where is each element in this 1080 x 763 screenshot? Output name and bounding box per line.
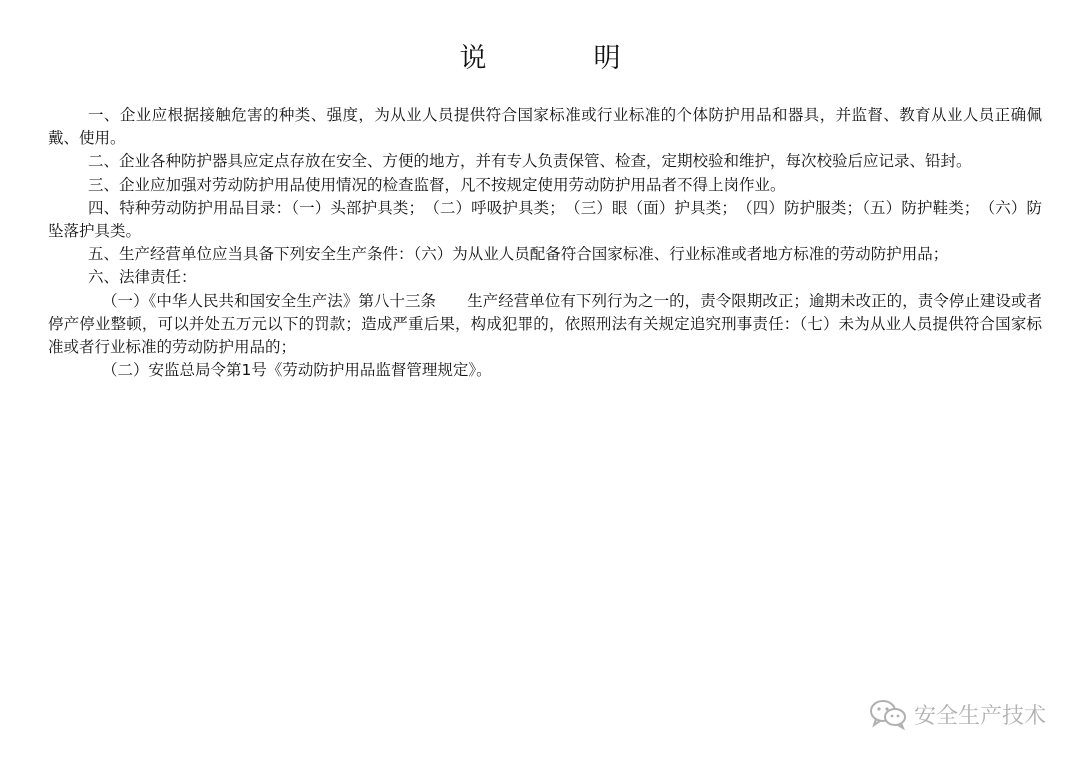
paragraph-3: 三、企业应加强对劳动防护用品使用情况的检查监督，凡不按规定使用劳动防护用品者不得上岗作业。 <box>88 175 786 194</box>
wechat-icon <box>868 698 908 730</box>
watermark-text: 安全生产技术 <box>913 703 1046 729</box>
paragraph-6: 六、法律责任： <box>88 268 197 287</box>
watermark <box>868 698 1046 730</box>
paragraph-7: （一）《中华人民共和国安全生产法》第八十三条 生产经营单位有下列行为之一的，责令限期改正；逾期未改正的，责令停止建设或者停产停业整顿，可以并处五万元以下的罚款；造成严重后果，构成犯罪的，依照刑法有关规定追究刑事责任：（七）未为从业人员提供符合国家标准或者行业标准的劳动防护用品的； <box>48 291 1042 357</box>
document-title: 说 明 <box>459 43 661 74</box>
paragraph-8: （二）安监总局令第1号《劳动防护用品监督管理规定》。 <box>102 361 492 380</box>
paragraph-2: 二、企业各种防护器具应定点存放在安全、方便的地方，并有专人负责保管、检查，定期校验和维护，每次校验后应记录、铅封。 <box>88 152 972 171</box>
paragraph-1: 一、企业应根据接触危害的种类、强度，为从业人员提供符合国家标准或行业标准的个体防护用品和器具，并监督、教育从业人员正确佩戴、使用。 <box>48 106 1042 148</box>
document-body <box>48 104 1042 382</box>
paragraph-5: 五、生产经营单位应当具备下列安全生产条件：（六）为从业人员配备符合国家标准、行业标准或者地方标准的劳动防护用品； <box>88 245 949 264</box>
paragraph-4: 四、特种劳动防护用品目录：（一）头部护具类； （二）呼吸护具类； （三）眼（面）护具类； （四）防护服类；（五）防护鞋类； （六）防坠落护具类。 <box>48 198 1042 241</box>
